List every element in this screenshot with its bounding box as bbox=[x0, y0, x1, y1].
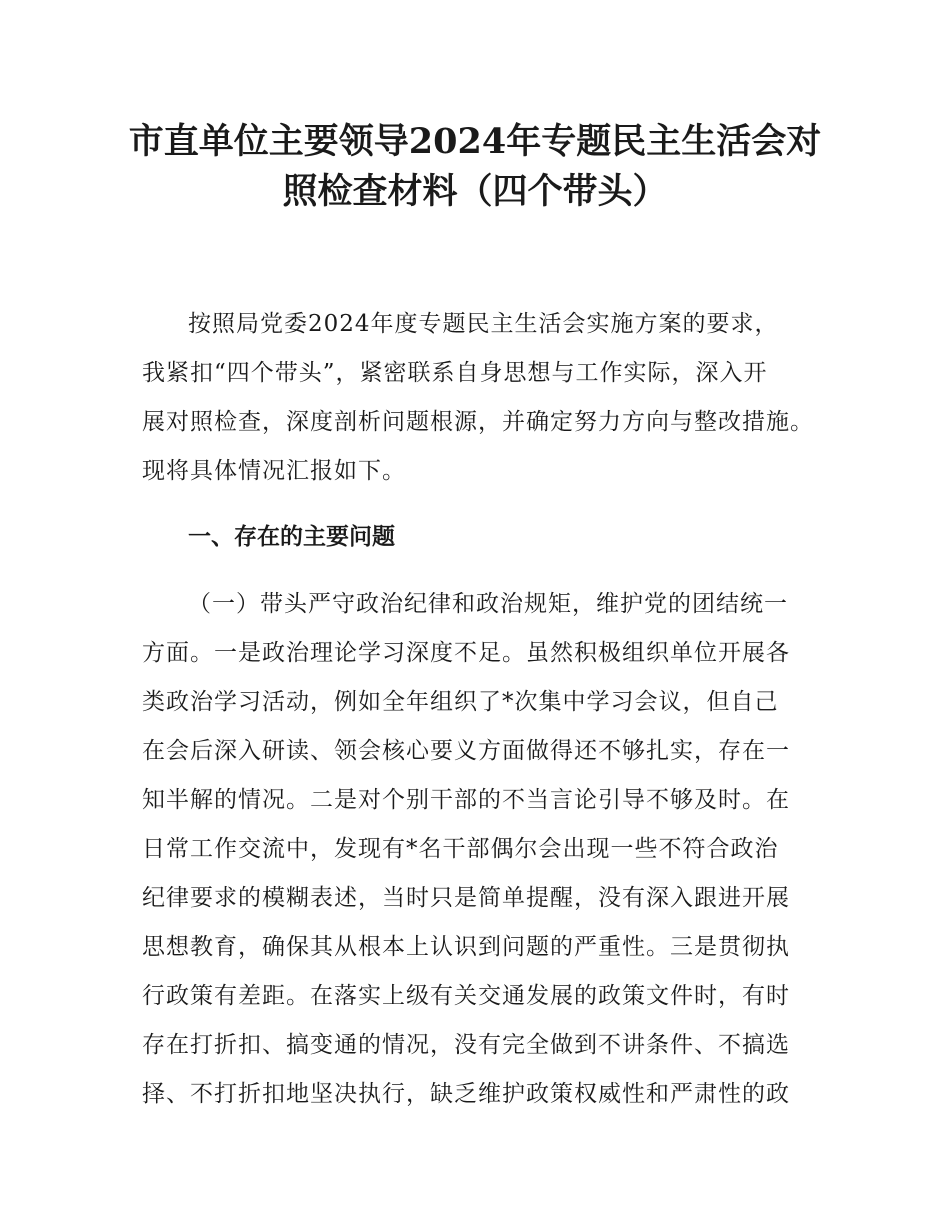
document-title-line-2: 照检查材料（四个带头） bbox=[282, 171, 668, 212]
body-paragraph-line: 择、不打折扣地坚决执行，缺乏维护政策权威性和严肃性的政 bbox=[142, 1081, 790, 1107]
intro-paragraph-line: 现将具体情况汇报如下。 bbox=[142, 458, 406, 484]
body-paragraph-line: 纪律要求的模糊表述，当时只是简单提醒，没有深入跟进开展 bbox=[142, 885, 790, 911]
body-paragraph-line: 行政策有差距。在落实上级有关交通发展的政策文件时，有时 bbox=[142, 983, 790, 1009]
body-paragraph-line: 类政治学习活动，例如全年组织了*次集中学习会议，但自己 bbox=[142, 689, 779, 715]
intro-paragraph-line: 我紧扣“四个带头”，紧密联系自身思想与工作实际，深入开 bbox=[142, 360, 768, 386]
section-heading: 一、存在的主要问题 bbox=[188, 524, 395, 550]
body-paragraph-line: （一）带头严守政治纪律和政治规矩，维护党的团结统一 bbox=[188, 591, 788, 617]
body-paragraph-line: 在会后深入研读、领会核心要义方面做得还不够扎实，存在一 bbox=[142, 738, 790, 764]
body-paragraph-line: 方面。一是政治理论学习深度不足。虽然积极组织单位开展各 bbox=[142, 640, 790, 666]
body-paragraph-line: 日常工作交流中，发现有*名干部偶尔会出现一些不符合政治 bbox=[142, 836, 779, 862]
body-paragraph-line: 存在打折扣、搞变通的情况，没有完全做到不讲条件、不搞选 bbox=[142, 1032, 790, 1058]
body-paragraph-line: 知半解的情况。二是对个别干部的不当言论引导不够及时。在 bbox=[142, 787, 790, 813]
body-paragraph-line: 思想教育，确保其从根本上认识到问题的严重性。三是贯彻执 bbox=[142, 934, 790, 960]
intro-paragraph-line: 展对照检查，深度剖析问题根源，并确定努力方向与整改措施。 bbox=[142, 409, 814, 435]
intro-paragraph-line: 按照局党委2024年度专题民主生活会实施方案的要求， bbox=[188, 311, 779, 337]
document-title-line-1: 市直单位主要领导2024年专题民主生活会对 bbox=[128, 121, 822, 162]
